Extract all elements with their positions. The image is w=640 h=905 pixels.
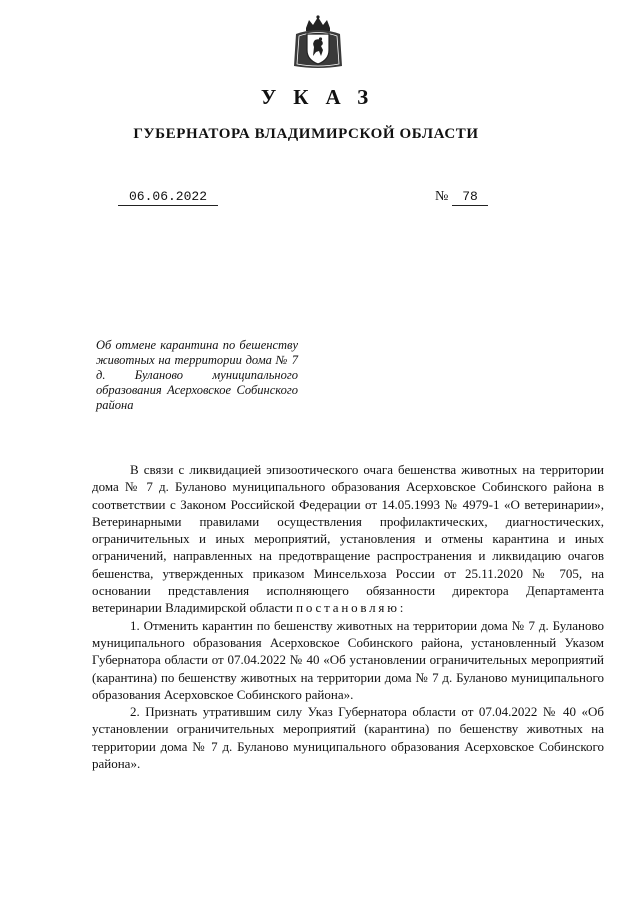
decree-title: УКАЗ: [260, 85, 386, 109]
decree-date: 06.06.2022: [118, 188, 218, 206]
item-2-paragraph: 2. Признать утратившим силу Указ Губернатора области от 07.04.2022 № 40 «Об установлении ограничительных мероприятий (карантина) по бешенству животных на территории дома № 7 д. Буланово муниципального образования Асерховское Собинского района».: [92, 704, 604, 772]
coat-of-arms-icon: [290, 14, 346, 70]
decree-number: 78: [452, 188, 488, 206]
decree-subject: Об отмене карантина по бешенству животных на территории дома № 7 д. Буланово муниципального образования Асерховское Собинского района: [96, 338, 298, 412]
issuer-title: ГУБЕРНАТОРА ВЛАДИМИРСКОЙ ОБЛАСТИ: [133, 126, 479, 142]
decree-number-label: №: [435, 189, 449, 204]
decree-body: [92, 461, 604, 772]
preamble-paragraph: [92, 461, 604, 617]
decree-word: постановляю:: [296, 600, 407, 616]
preamble-text: В связи с ликвидацией эпизоотического очага бешенства животных на территории дома № 7 д. Буланово муниципального образования Асерховское Собинского района в соответствии с Законом Российской Федерации от 14.05.1993 № 4979-1 «О ветеринарии», Ветеринарными правилами осуществления профилактических, диагностических, ограничительных и иных мероприятий, установления и отмены карантина и иных ограничений, направленных на предотвращение распространения и ликвидацию очагов бешенства, утвержденных приказом Минсельхоза России от 25.11.2020 № 705, на основании представления исполняющего обязанности директора Департамента ветеринарии Владимирской области: [92, 462, 604, 616]
item-1-paragraph: 1. Отменить карантин по бешенству животных на территории дома № 7 д. Буланово муниципального образования Асерховское Собинского района, установленный Указом Губернатора области от 07.04.2022 № 40 «Об установлении ограничительных мероприятий (карантина) по бешенству животных на территории дома № 7 д. Буланово муниципального образования Асерховское Собинского района».: [92, 617, 604, 702]
